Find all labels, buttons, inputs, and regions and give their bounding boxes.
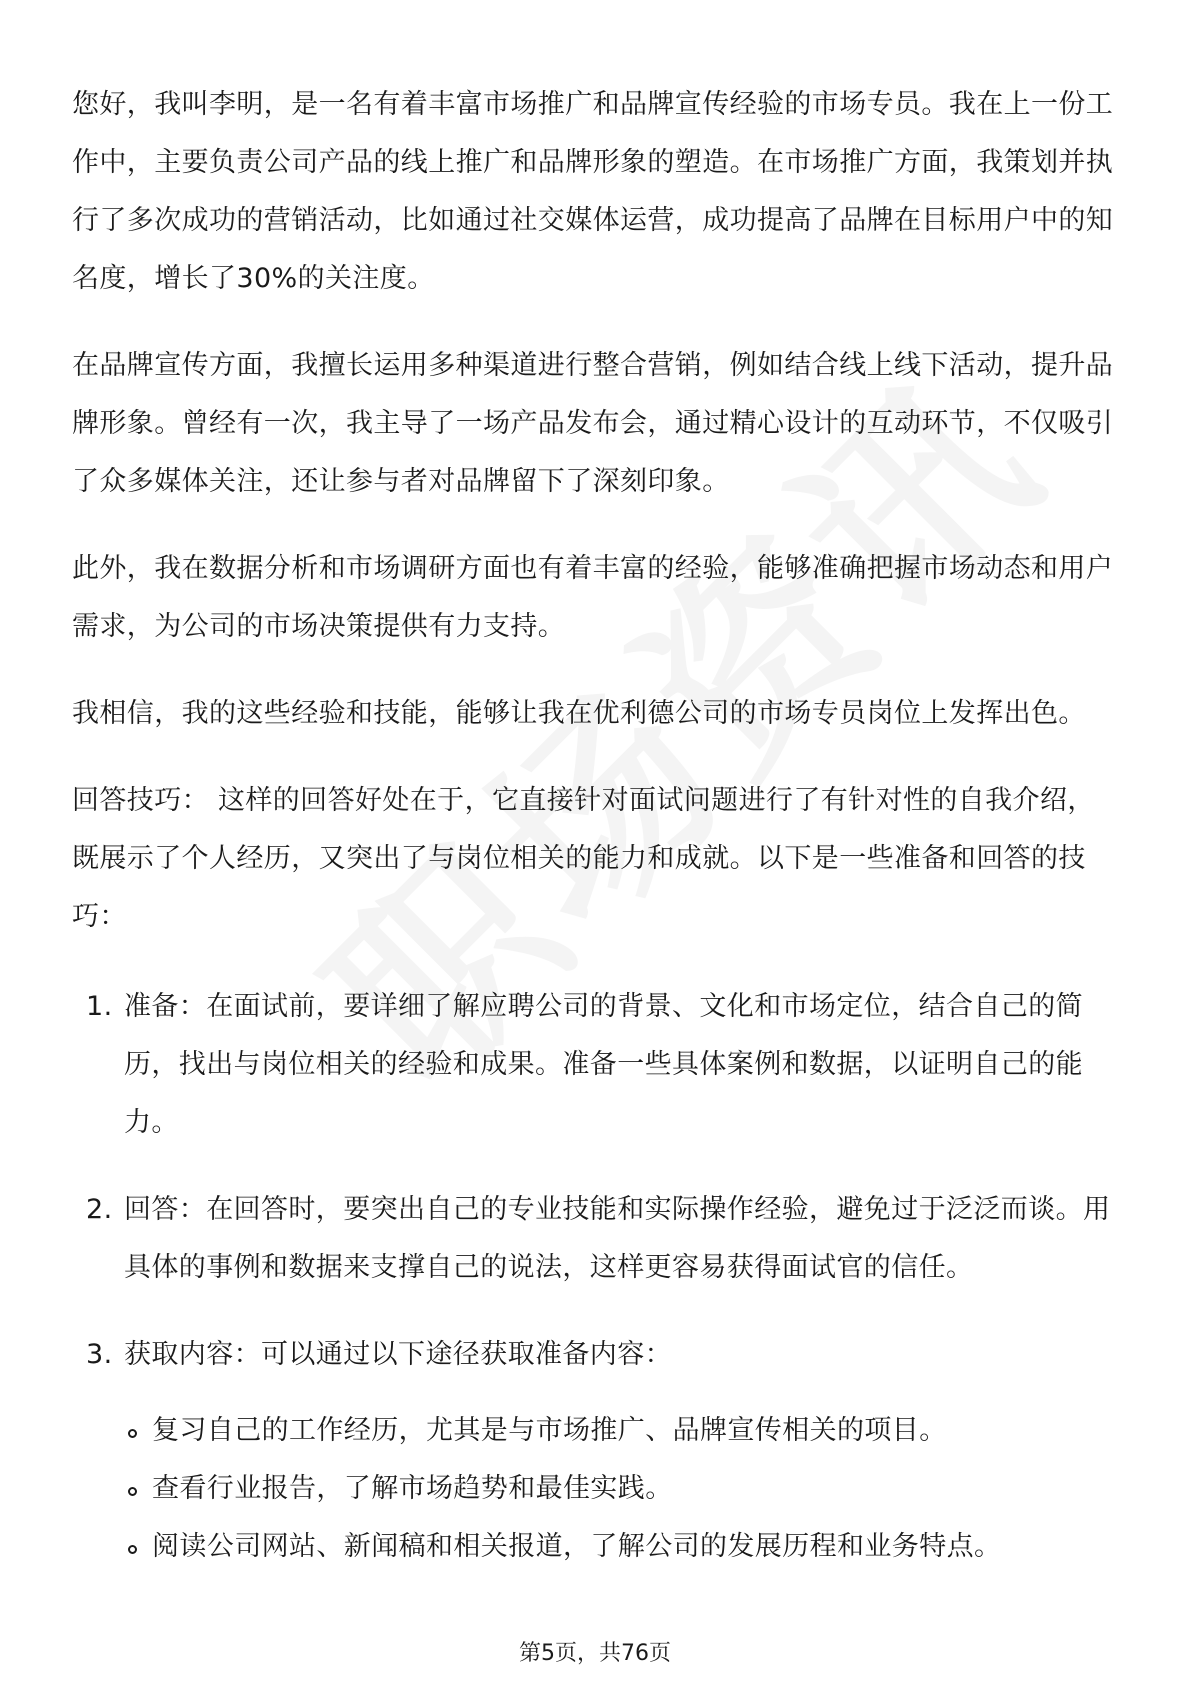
- sub-list-item: 复习自己的工作经历，尤其是与市场推广、品牌宣传相关的项目。: [124, 1402, 1122, 1460]
- list-item-text: 准备：在面试前，要详细了解应聘公司的背景、文化和市场定位，结合自己的简历，找出与岗位相关的经验和成果。准备一些具体案例和数据，以证明自己的能力。: [124, 991, 1083, 1138]
- intro-paragraph: 您好，我叫李明，是一名有着丰富市场推广和品牌宣传经验的市场专员。我在上一份工作中，主要负责公司产品的线上推广和品牌形象的塑造。在市场推广方面，我策划并执行了多次成功的营销活动，比如通过社交媒体运营，成功提高了品牌在目标用户中的知名度，增长了30%的关注度。: [72, 89, 1114, 294]
- tips-intro-paragraph: 回答技巧： 这样的回答好处在于，它直接针对面试问题进行了有针对性的自我介绍，既展示了个人经历，又突出了与岗位相关的能力和成就。以下是一些准备和回答的技巧：: [72, 785, 1095, 932]
- sub-list-item: 阅读公司网站、新闻稿和相关报道，了解公司的发展历程和业务特点。: [124, 1518, 1122, 1576]
- brand-paragraph: 在品牌宣传方面，我擅长运用多种渠道进行整合营销，例如结合线上线下活动，提升品牌形象。曾经有一次，我主导了一场产品发布会，通过精心设计的互动环节，不仅吸引了众多媒体关注，还让参与者对品牌留下了深刻印象。: [72, 350, 1114, 497]
- sources-list: [124, 1402, 1122, 1576]
- list-item: [72, 978, 1122, 1152]
- list-item: [72, 1326, 1122, 1576]
- tips-list: [72, 978, 1122, 1576]
- list-item-number: 2.: [86, 1194, 113, 1225]
- analysis-paragraph: 此外，我在数据分析和市场调研方面也有着丰富的经验，能够准确把握市场动态和用户需求，为公司的市场决策提供有力支持。: [72, 553, 1114, 642]
- sub-list-item: 查看行业报告，了解市场趋势和最佳实践。: [124, 1460, 1122, 1518]
- list-item-number: 3.: [86, 1339, 113, 1370]
- document-body: [72, 76, 1122, 1605]
- closing-paragraph: 我相信，我的这些经验和技能，能够让我在优利德公司的市场专员岗位上发挥出色。: [72, 698, 1086, 729]
- list-item: [72, 1181, 1122, 1297]
- list-item-text: 获取内容：可以通过以下途径获取准备内容：: [124, 1339, 672, 1370]
- page-number: 第5页，共76页: [519, 1641, 671, 1666]
- list-item-number: 1.: [86, 991, 113, 1022]
- list-item-text: 回答：在回答时，要突出自己的专业技能和实际操作经验，避免过于泛泛而谈。用具体的事例和数据来支撑自己的说法，这样更容易获得面试官的信任。: [124, 1194, 1111, 1283]
